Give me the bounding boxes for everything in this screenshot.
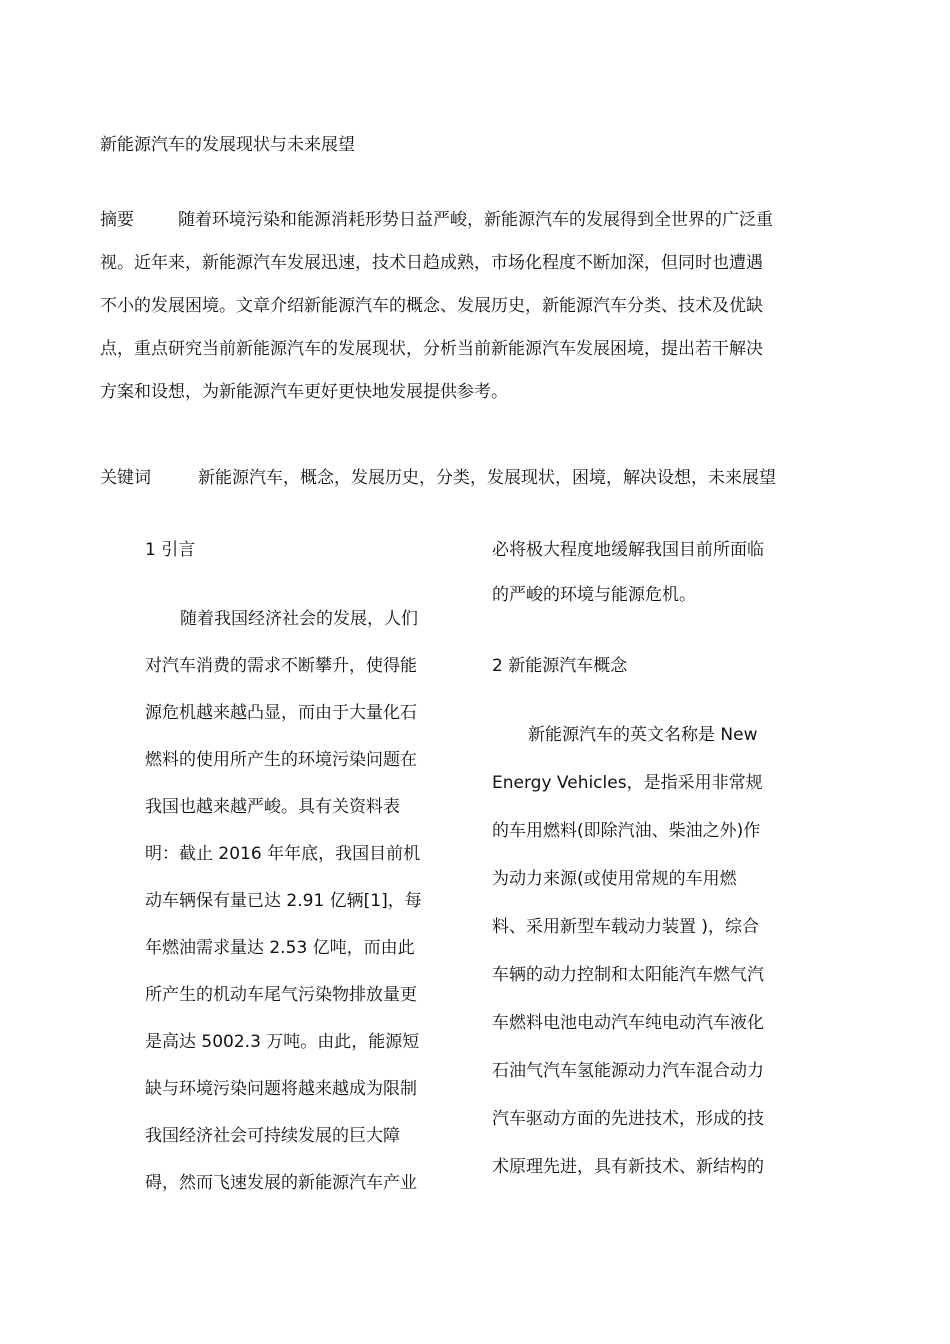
body-line: Energy Vehicles，是指采用非常规 [492,773,763,793]
section-heading-intro: 1 引言 [145,540,196,560]
abstract-line: 随着环境污染和能源消耗形势日益严峻，新能源汽车的发展得到全世界的广泛重 [178,210,773,230]
abstract-line: 不小的发展困境。文章介绍新能源汽车的概念、发展历史，新能源汽车分类、技术及优缺 [100,296,763,316]
body-line: 动车辆保有量已达 2.91 亿辆[1]，每 [145,891,422,911]
body-line: 料、采用新型车载动力装置 )，综合 [492,917,760,937]
section-heading-concept: 2 新能源汽车概念 [492,656,628,676]
body-line: 汽车驱动方面的先进技术，形成的技 [492,1109,764,1129]
body-line: 新能源汽车的英文名称是 New [528,725,758,745]
body-line: 车辆的动力控制和太阳能汽车燃气汽 [492,965,764,985]
body-line: 的车用燃料(即除汽油、柴油之外)作 [492,821,761,841]
body-line: 必将极大程度地缓解我国目前所面临 [492,540,764,560]
keywords-label: 关键词 [100,468,151,488]
body-line: 所产生的机动车尾气污染物排放量更 [145,985,417,1005]
body-line: 车燃料电池电动汽车纯电动汽车液化 [492,1013,764,1033]
body-line: 燃料的使用所产生的环境污染问题在 [145,750,417,770]
body-line: 随着我国经济社会的发展，人们 [180,609,418,629]
body-line: 的严峻的环境与能源危机。 [492,585,696,605]
body-line: 明：截止 2016 年年底，我国目前机 [145,844,421,864]
body-line: 年燃油需求量达 2.53 亿吨，而由此 [145,938,415,958]
keywords-text: 新能源汽车，概念，发展历史，分类，发展现状，困境，解决设想，未来展望 [198,468,776,488]
abstract-label: 摘要 [100,210,134,230]
body-line: 碍，然而飞速发展的新能源汽车产业 [145,1173,417,1193]
body-line: 对汽车消费的需求不断攀升，使得能 [145,656,417,676]
body-line: 源危机越来越凸显，而由于大量化石 [145,703,417,723]
body-line: 术原理先进，具有新技术、新结构的 [492,1157,764,1177]
abstract-line: 方案和设想，为新能源汽车更好更快地发展提供参考。 [100,382,508,402]
body-line: 石油气汽车氢能源动力汽车混合动力 [492,1061,764,1081]
body-line: 缺与环境污染问题将越来越成为限制 [145,1079,417,1099]
abstract-line: 视。近年来，新能源汽车发展迅速，技术日趋成熟，市场化程度不断加深，但同时也遭遇 [100,253,763,273]
body-line: 是高达 5002.3 万吨。由此，能源短 [145,1032,420,1052]
abstract-line: 点，重点研究当前新能源汽车的发展现状，分析当前新能源汽车发展困境，提出若干解决 [100,339,763,359]
body-line: 我国也越来越严峻。具有关资料表 [145,797,400,817]
body-line: 我国经济社会可持续发展的巨大障 [145,1126,400,1146]
page-title: 新能源汽车的发展现状与未来展望 [100,135,355,155]
body-line: 为动力来源(或使用常规的车用燃 [492,869,737,889]
